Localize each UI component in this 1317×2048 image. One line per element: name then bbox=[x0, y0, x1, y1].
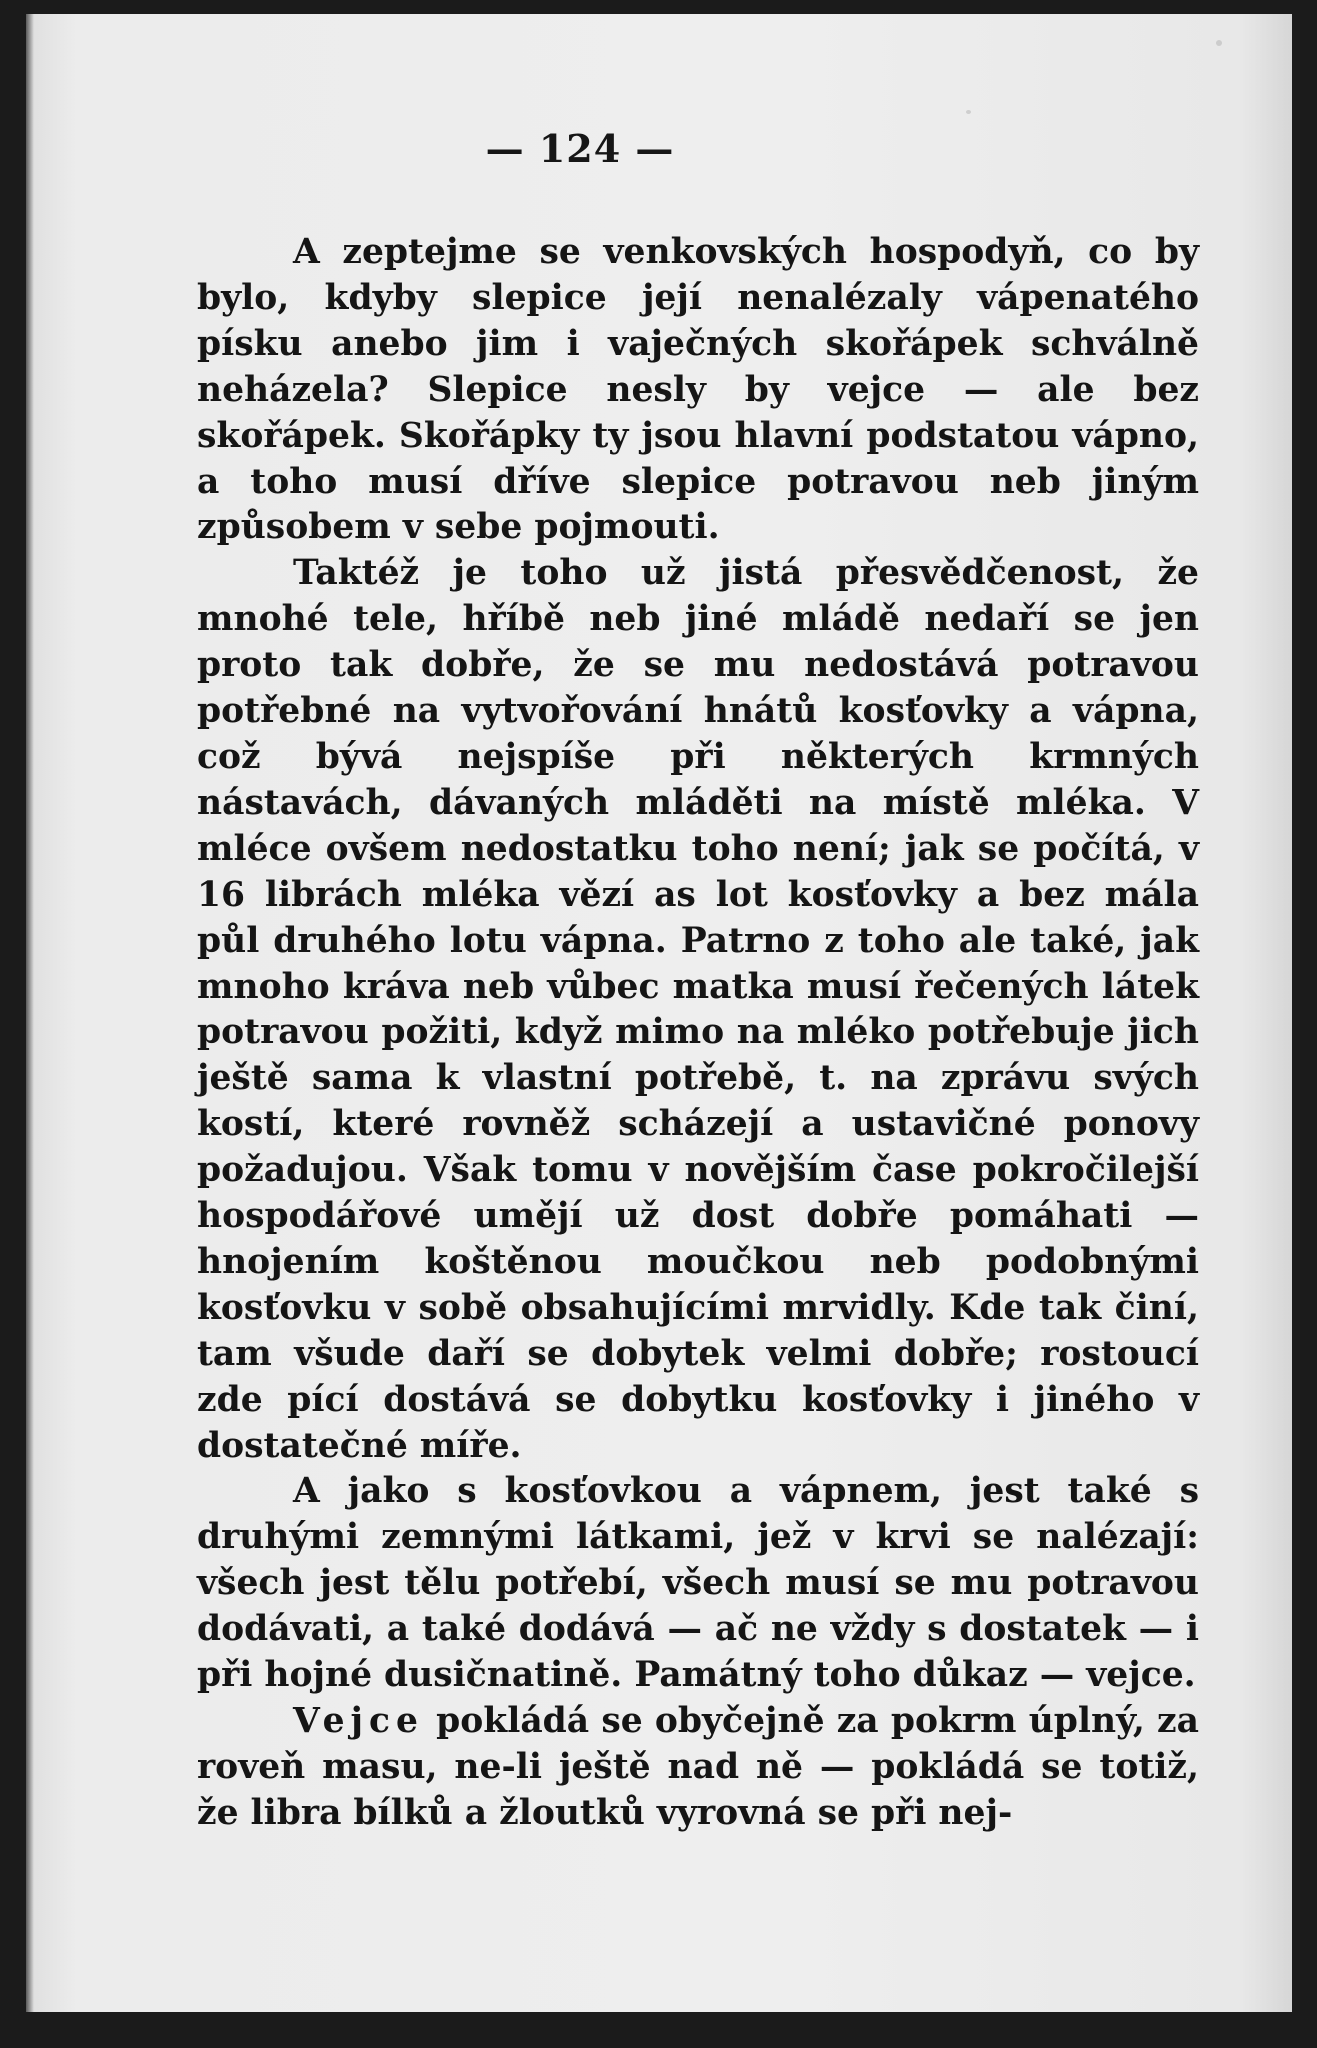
page-number: — 124 — bbox=[485, 126, 675, 171]
paper-spot bbox=[1216, 40, 1222, 46]
paragraph: Taktéž je toho už jistá přesvědčenost, že mnohé tele, hříbě neb jiné mládě nedaří se jen proto tak dobře, že se mu nedostává potravou potřebné na vytvořování hnátů kosťovky a vápna, což bývá nejspíše při některých krmných nástavách, dávaných mláděti na místě mléka. V mléce ovšem nedostatku toho není; jak se počítá, v 16 librách mléka vězí as lot kosťovky a bez mála půl druhého lotu vápna. Patrno z toho ale také, jak mnoho kráva neb vůbec matka musí řečených látek potravou požiti, když mimo na mléko potřebuje jich ještě sama k vlastní potřebě, t. na zprávu svých kostí, které rovněž scházejí a ustavičné ponovy požadujou. Však tomu v novějším čase pokročilejší hospodářové umějí už dost dobře pomáhati — hnojením koštěnou moučkou neb podobnými kosťovku v sobě obsahujícími mrvidly. Kde tak činí, tam všude daří se dobytek velmi dobře; rostoucí zde pící dostává se dobytku kosťovky i jiného v dostatečné míře. bbox=[197, 553, 1199, 1466]
paper-spot bbox=[966, 110, 971, 114]
paragraph: A jako s kosťovkou a vápnem, jest také s druhými zemnými látkami, jež v krvi se nalézají: všech jest tělu potřebí, všech musí se mu potravou dodávati, a také dodává — ač ne vždy s dostatek — i při hojné dusičnatině. Památný toho důkaz — vejce. bbox=[197, 1471, 1199, 1696]
paragraph: A zeptejme se venkovských hospodyň, co by bylo, kdyby slepice její nenalézaly vápenatého písku anebo jim i vaječných skořápek schválně neházela? Slepice nesly by vejce — ale bez skořápek. Skořápky ty jsou hlavní podstatou vápno, a toho musí dříve slepice potravou neb jiným způsobem v sebe pojmouti. bbox=[197, 232, 1199, 548]
paragraph-rest: pokládá se obyčejně za pokrm úplný, za roveň masu, ne-li ještě nad ně — pokládá se totiž, že libra bílků a žloutků vyrovná se při nej- bbox=[197, 1701, 1199, 1833]
page-edge-shadow bbox=[26, 14, 34, 2012]
paragraph bbox=[197, 1699, 1199, 1837]
spaced-emphasis-word: Vejce bbox=[293, 1701, 424, 1741]
body-text bbox=[197, 230, 1199, 1837]
